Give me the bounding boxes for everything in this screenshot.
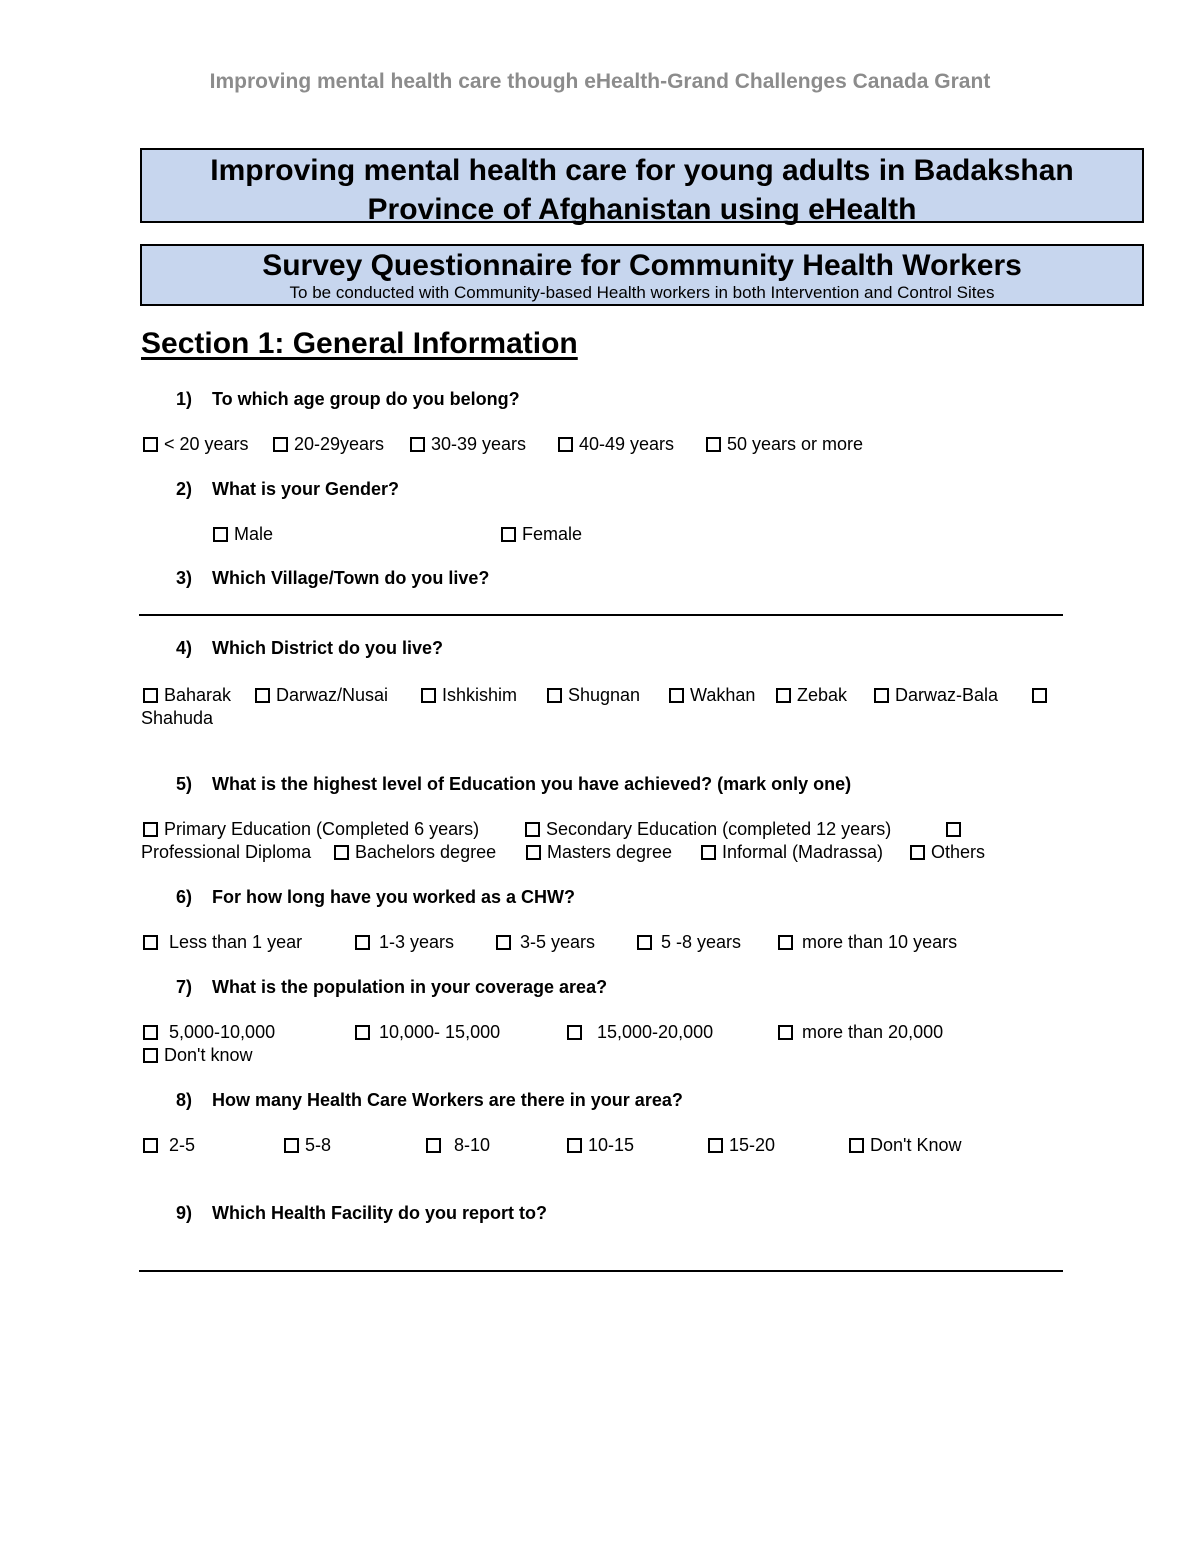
checkbox[interactable]	[426, 1138, 441, 1153]
checkbox[interactable]	[778, 1025, 793, 1040]
option-label: 3-5 years	[520, 932, 596, 952]
option-label: Zebak	[797, 685, 848, 705]
question-2	[176, 479, 399, 500]
question-text: What is the highest level of Education you have achieved? (mark only one)	[212, 774, 852, 794]
option-hcw-10-15[interactable]	[567, 1134, 634, 1156]
question-7	[176, 977, 607, 998]
checkbox[interactable]	[701, 845, 716, 860]
option-label: Others	[931, 842, 986, 862]
option-pop-20000-plus[interactable]	[778, 1021, 943, 1043]
option-exp-1-3[interactable]	[355, 931, 454, 953]
option-label: Ishkishim	[442, 685, 518, 705]
option-label: Informal (Madrassa)	[722, 842, 884, 862]
option-label: Male	[234, 524, 274, 544]
option-pop-5000-10000[interactable]	[143, 1021, 275, 1043]
checkbox[interactable]	[143, 1025, 158, 1040]
question-text: Which Village/Town do you live?	[212, 568, 490, 588]
checkbox[interactable]	[567, 1025, 582, 1040]
question-number: 3)	[176, 568, 193, 588]
option-district-darwaz-bala[interactable]	[874, 684, 998, 706]
option-label: more than 10 years	[802, 932, 958, 952]
option-label: Don't Know	[870, 1135, 962, 1155]
title-line-2: Province of Afghanistan using eHealth	[367, 193, 917, 226]
checkbox[interactable]	[526, 845, 541, 860]
checkbox[interactable]	[421, 688, 436, 703]
option-edu-diploma-checkbox[interactable]	[946, 818, 967, 840]
option-label: 5 -8 years	[661, 932, 742, 952]
question-9	[176, 1203, 547, 1224]
option-label: 10,000- 15,000	[379, 1022, 501, 1042]
option-label: 20-29years	[294, 434, 385, 454]
option-label: Darwaz/Nusai	[276, 685, 389, 705]
checkbox[interactable]	[776, 688, 791, 703]
title-box	[140, 148, 1144, 226]
option-label: Female	[522, 524, 583, 544]
checkbox[interactable]	[567, 1138, 582, 1153]
option-label: Darwaz-Bala	[895, 685, 999, 705]
option-label: Secondary Education (completed 12 years)	[546, 819, 892, 839]
checkbox[interactable]	[334, 845, 349, 860]
question-3	[176, 568, 489, 589]
option-label: 30-39 years	[431, 434, 527, 454]
option-pop-15000-20000[interactable]	[567, 1021, 713, 1043]
survey-subtitle: To be conducted with Community-based Health workers in both Intervention and Control Sites	[289, 283, 995, 302]
option-label: Masters degree	[547, 842, 673, 862]
checkbox[interactable]	[501, 527, 516, 542]
option-hcw-dont-know[interactable]	[849, 1134, 962, 1156]
option-age-30-39[interactable]	[410, 433, 526, 455]
option-age-20-29[interactable]	[273, 433, 384, 455]
option-age-under-20[interactable]	[143, 433, 249, 455]
option-label: 2-5	[169, 1135, 196, 1155]
option-edu-informal[interactable]	[701, 841, 883, 863]
option-gender-male[interactable]	[213, 523, 273, 545]
option-pop-dont-know[interactable]	[143, 1044, 252, 1066]
checkbox[interactable]	[547, 688, 562, 703]
option-label: 1-3 years	[379, 932, 455, 952]
option-district-zebak[interactable]	[776, 684, 847, 706]
checkbox[interactable]	[143, 822, 158, 837]
option-edu-others[interactable]	[910, 841, 985, 863]
option-label: 10-15	[588, 1135, 635, 1155]
option-label: Bachelors degree	[355, 842, 497, 862]
checkbox[interactable]	[525, 822, 540, 837]
checkbox[interactable]	[143, 688, 158, 703]
option-district-shugnan[interactable]	[547, 684, 640, 706]
question-1	[176, 389, 520, 410]
checkbox[interactable]	[496, 935, 511, 950]
question-number: 5)	[176, 774, 193, 794]
option-label: < 20 years	[164, 434, 249, 454]
question-text: What is your Gender?	[212, 479, 400, 499]
option-district-darwaz-nusai[interactable]	[255, 684, 388, 706]
option-label: Wakhan	[690, 685, 756, 705]
option-hcw-15-20[interactable]	[708, 1134, 775, 1156]
question-number: 2)	[176, 479, 193, 499]
option-label: more than 20,000	[802, 1022, 944, 1042]
option-label: Less than 1 year	[169, 932, 303, 952]
option-hcw-2-5[interactable]	[143, 1134, 195, 1156]
question-text: What is the population in your coverage area?	[212, 977, 608, 997]
option-edu-primary[interactable]	[143, 818, 479, 840]
checkbox[interactable]	[910, 845, 925, 860]
option-label: Baharak	[164, 685, 232, 705]
option-district-wakhan[interactable]	[669, 684, 755, 706]
question-5	[176, 774, 851, 795]
checkbox[interactable]	[1032, 688, 1047, 703]
checkbox[interactable]	[284, 1138, 299, 1153]
option-district-ishkishim[interactable]	[421, 684, 517, 706]
checkbox[interactable]	[849, 1138, 864, 1153]
option-label: 5-8	[305, 1135, 332, 1155]
question-number: 7)	[176, 977, 193, 997]
option-label: 40-49 years	[579, 434, 675, 454]
option-label: Shugnan	[568, 685, 641, 705]
checkbox[interactable]	[143, 935, 158, 950]
checkbox[interactable]	[410, 437, 425, 452]
page-header: Improving mental health care though eHealth-Grand Challenges Canada Grant	[209, 70, 991, 93]
option-pop-10000-15000[interactable]	[355, 1021, 500, 1043]
option-edu-bachelors[interactable]	[334, 841, 496, 863]
survey-box	[140, 244, 1144, 306]
checkbox[interactable]	[558, 437, 573, 452]
checkbox[interactable]	[708, 1138, 723, 1153]
option-label: Don't know	[164, 1045, 253, 1065]
question-8	[176, 1090, 683, 1111]
checkbox[interactable]	[355, 935, 370, 950]
option-district-shahuda-checkbox[interactable]	[1032, 684, 1053, 706]
option-district-baharak[interactable]	[143, 684, 231, 706]
option-exp-5-8[interactable]	[637, 931, 741, 953]
checkbox[interactable]	[143, 1048, 158, 1063]
checkbox[interactable]	[273, 437, 288, 452]
option-district-shahuda-label: Shahuda	[141, 708, 214, 728]
option-label: 15-20	[729, 1135, 776, 1155]
checkbox[interactable]	[669, 688, 684, 703]
checkbox[interactable]	[213, 527, 228, 542]
checkbox[interactable]	[946, 822, 961, 837]
option-label: 15,000-20,000	[597, 1022, 714, 1042]
option-label: 50 years or more	[727, 434, 864, 454]
option-hcw-5-8[interactable]	[284, 1134, 331, 1156]
option-edu-masters[interactable]	[526, 841, 672, 863]
question-text: Which District do you live?	[212, 638, 444, 658]
question-6	[176, 887, 575, 908]
question-text: For how long have you worked as a CHW?	[212, 887, 576, 907]
survey-title: Survey Questionnaire for Community Health Workers	[262, 249, 1022, 282]
option-gender-female[interactable]	[501, 523, 582, 545]
checkbox[interactable]	[255, 688, 270, 703]
checkbox[interactable]	[874, 688, 889, 703]
question-text: Which Health Facility do you report to?	[212, 1203, 548, 1223]
question-number: 4)	[176, 638, 193, 658]
question-number: 6)	[176, 887, 193, 907]
facility-answer-line[interactable]	[139, 1270, 1063, 1272]
question-4	[176, 638, 443, 659]
option-label: 8-10	[454, 1135, 491, 1155]
option-age-40-49[interactable]	[558, 433, 674, 455]
option-edu-diploma-label: Professional Diploma	[141, 842, 312, 862]
option-exp-3-5[interactable]	[496, 931, 595, 953]
option-age-50-plus[interactable]	[706, 433, 863, 455]
option-exp-10-plus[interactable]	[778, 931, 957, 953]
option-label: 5,000-10,000	[169, 1022, 276, 1042]
question-number: 8)	[176, 1090, 193, 1110]
checkbox[interactable]	[355, 1025, 370, 1040]
checkbox[interactable]	[143, 437, 158, 452]
checkbox[interactable]	[706, 437, 721, 452]
title-line-1: Improving mental health care for young adults in Badakshan	[210, 154, 1074, 187]
question-text: How many Health Care Workers are there in your area?	[212, 1090, 683, 1110]
option-exp-less-1[interactable]	[143, 931, 302, 953]
checkbox[interactable]	[143, 1138, 158, 1153]
village-answer-line[interactable]	[139, 614, 1063, 616]
section-title: Section 1: General Information	[141, 327, 578, 360]
checkbox[interactable]	[778, 935, 793, 950]
checkbox[interactable]	[637, 935, 652, 950]
question-number: 1)	[176, 389, 193, 409]
question-text: To which age group do you belong?	[212, 389, 520, 409]
option-hcw-8-10[interactable]	[426, 1134, 490, 1156]
question-number: 9)	[176, 1203, 193, 1223]
option-label: Primary Education (Completed 6 years)	[164, 819, 480, 839]
option-edu-secondary[interactable]	[525, 818, 891, 840]
